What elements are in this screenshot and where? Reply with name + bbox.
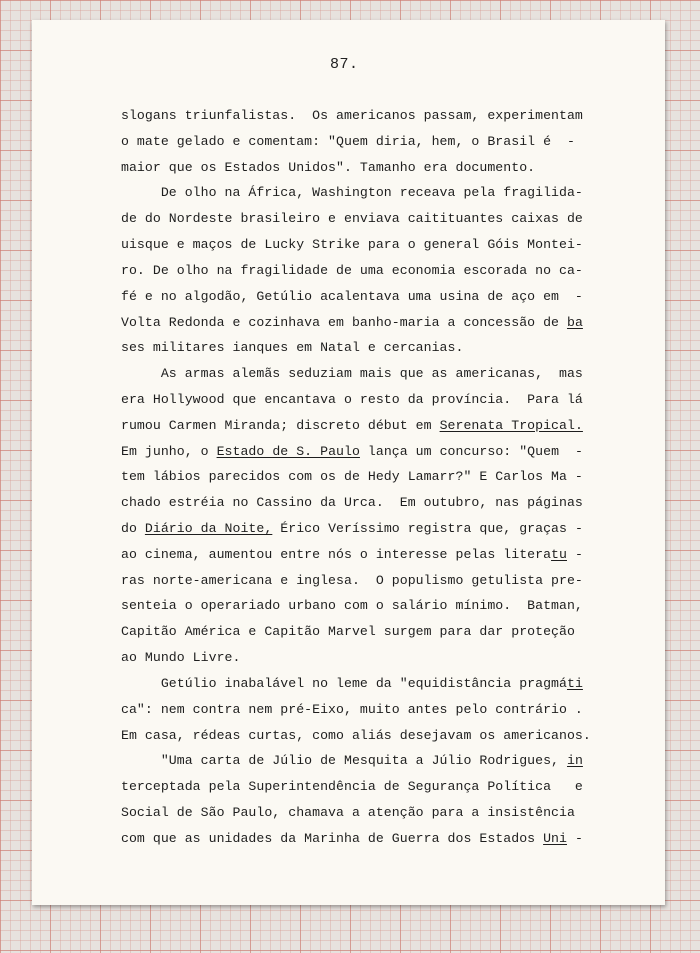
underlined-text: ba: [566, 314, 583, 330]
text-line: "Uma carta de Júlio de Mesquita a Júlio Rodrigues, in: [121, 753, 583, 769]
underlined-text: ti: [566, 675, 583, 691]
text-line: Em junho, o Estado de S. Paulo lança um concurso: "Quem -: [121, 443, 583, 459]
text-line: ras norte-americana e inglesa. O populismo getulista pre-: [121, 572, 583, 588]
text-line: o mate gelado e comentam: "Quem diria, hem, o Brasil é -: [121, 133, 575, 149]
page-number: 87.: [330, 56, 359, 73]
text-line: com que as unidades da Marinha de Guerra dos Estados Uni -: [121, 830, 583, 846]
text-line: de do Nordeste brasileiro e enviava caitituantes caixas de: [121, 211, 583, 227]
text-line: era Hollywood que encantava o resto da província. Para lá: [121, 391, 583, 407]
text-line: Capitão América e Capitão Marvel surgem para dar proteção: [121, 624, 575, 640]
text-line: ca": nem contra nem pré-Eixo, muito antes pelo contrário .: [121, 701, 583, 717]
text-line: do Diário da Noite, Érico Veríssimo registra que, graças -: [121, 521, 583, 536]
text-line: fé e no algodão, Getúlio acalentava uma usina de aço em -: [121, 288, 583, 304]
text-line: De olho na África, Washington receava pela fragilida-: [121, 185, 583, 201]
underlined-text: Uni: [543, 830, 567, 846]
underlined-text: Serenata Tropical.: [439, 417, 583, 433]
text-line: slogans triunfalistas. Os americanos passam, experimentam: [121, 108, 583, 123]
text-line: Getúlio inabalável no leme da "equidistância pragmáti: [121, 675, 583, 691]
text-line: Em casa, rédeas curtas, como aliás desejavam os americanos.: [121, 727, 591, 743]
text-line: Volta Redonda e cozinhava em banho-maria a concessão de ba: [121, 314, 583, 330]
text-line: uisque e maços de Lucky Strike para o general Góis Montei-: [121, 237, 583, 253]
text-line: ao Mundo Livre.: [121, 650, 241, 666]
text-line: As armas alemãs seduziam mais que as americanas, mas: [121, 366, 583, 382]
text-line: Social de São Paulo, chamava a atenção para a insistência: [121, 804, 575, 820]
underlined-text: Estado de S. Paulo: [216, 443, 360, 459]
text-line: chado estréia no Cassino da Urca. Em outubro, nas páginas: [121, 495, 583, 511]
text-line: senteia o operariado urbano com o salário mínimo. Batman,: [121, 598, 583, 614]
underlined-text: Diário da Noite,: [144, 521, 273, 536]
text-line: terceptada pela Superintendência de Segurança Política e: [121, 779, 583, 795]
text-line: tem lábios parecidos com os de Hedy Lamarr?" E Carlos Ma -: [121, 469, 583, 485]
underlined-text: tu: [551, 546, 567, 562]
text-line: rumou Carmen Miranda; discreto début em Serenata Tropical.: [121, 417, 583, 433]
body-text: [121, 106, 591, 855]
underlined-text: in: [566, 753, 583, 769]
text-line: maior que os Estados Unidos". Tamanho era documento.: [121, 159, 536, 175]
text-line: ro. De olho na fragilidade de uma economia escorada no ca-: [121, 262, 583, 278]
text-line: ses militares ianques em Natal e cercanias.: [121, 340, 464, 356]
text-line: ao cinema, aumentou entre nós o interesse pelas literatu -: [121, 546, 583, 562]
